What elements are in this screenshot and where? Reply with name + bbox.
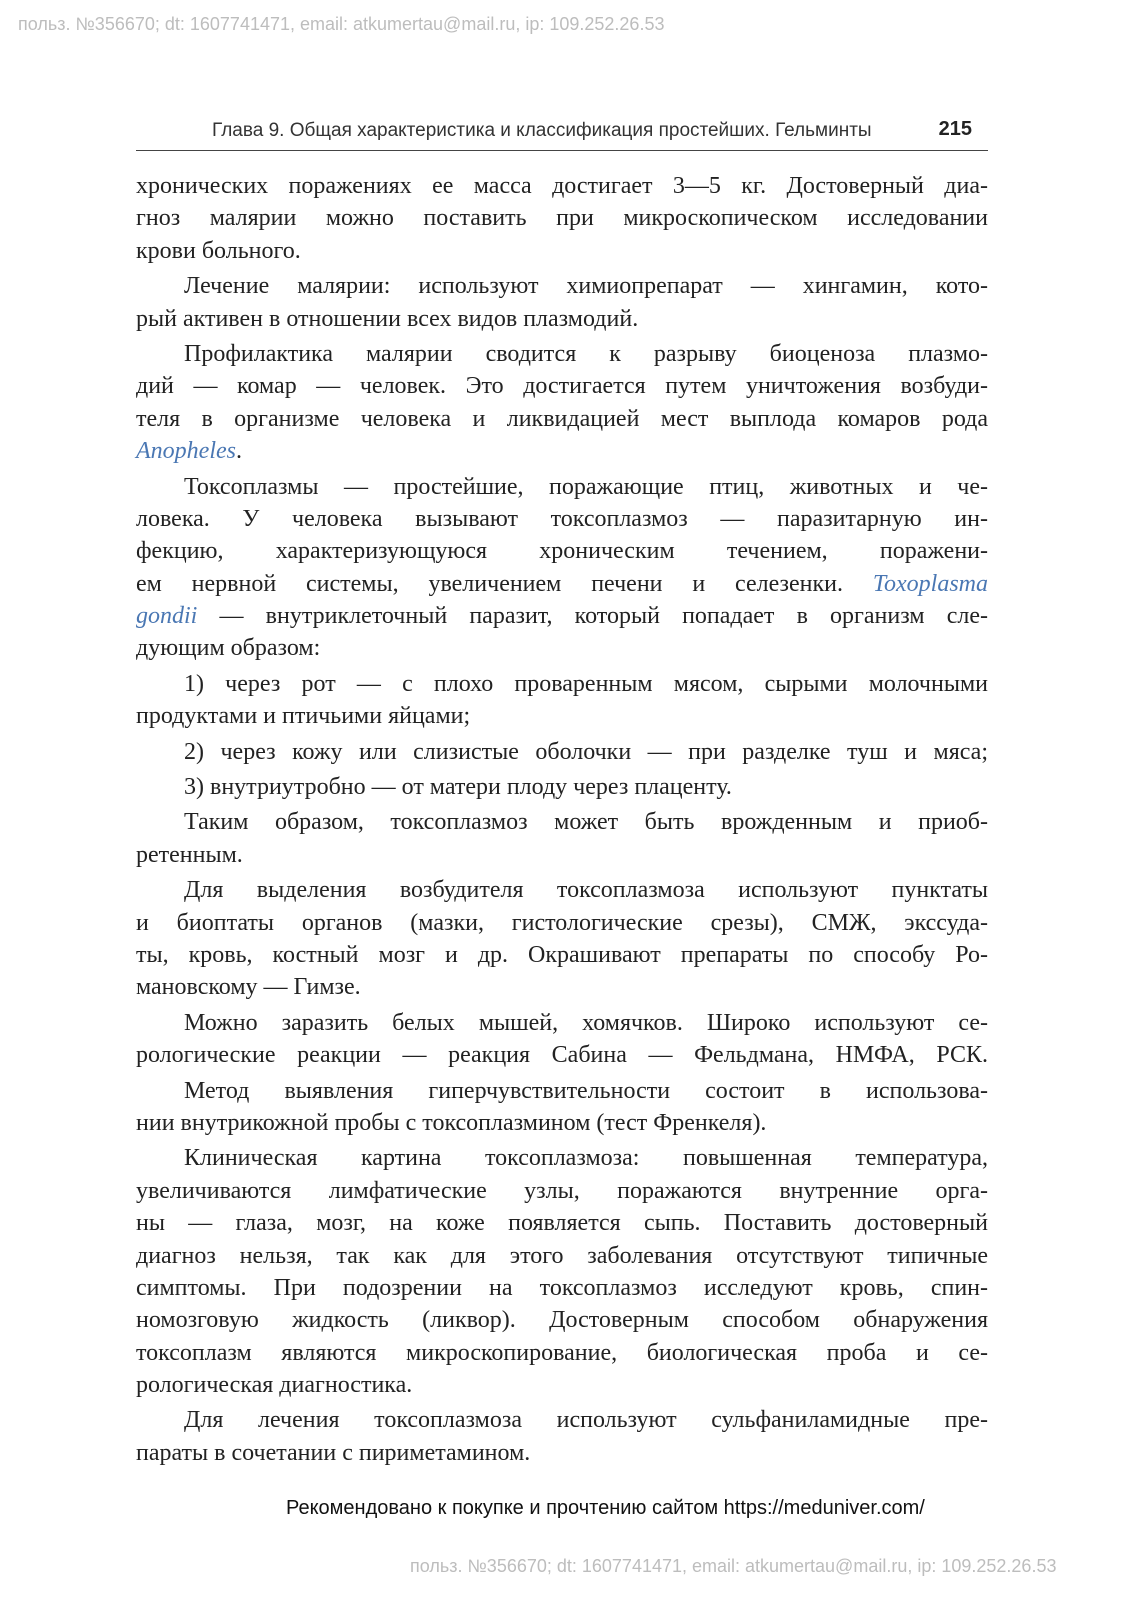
paragraph xyxy=(136,471,988,665)
text-line: увеличиваются лимфатические узлы, поражаются внутренние орга- xyxy=(136,1177,988,1204)
paragraph xyxy=(136,170,988,267)
text-line: фекцию, характеризующуюся хроническим течением, поражени- xyxy=(136,538,988,565)
latin-term: gondii xyxy=(136,603,198,630)
text-line: Для лечения токсоплазмоза используют сульфаниламидные пре- xyxy=(184,1407,988,1434)
text-line: Клиническая картина токсоплазмоза: повышенная температура, xyxy=(184,1145,988,1172)
text-line: 3) внутриутробно — от матери плоду через плаценту. xyxy=(184,774,732,801)
text-line: и биоптаты органов (мазки, гистологические срезы), СМЖ, экссуда- xyxy=(136,909,988,936)
text-line: номозговую жидкость (ликвор). Достоверным способом обнаружения xyxy=(136,1307,988,1334)
watermark-bottom: польз. №356670; dt: 1607741471, email: atkumertau@mail.ru, ip: 109.252.26.53 xyxy=(410,1556,1057,1576)
text-line: ны — глаза, мозг, на коже появляется сыпь. Поставить достоверный xyxy=(136,1210,988,1237)
text-line: дующим образом: xyxy=(136,635,321,662)
text-line: ретенным. xyxy=(136,841,243,868)
text-line: параты в сочетании с пириметамином. xyxy=(136,1439,531,1466)
text-line: симптомы. При подозрении на токсоплазмоз исследуют кровь, спин- xyxy=(136,1274,988,1301)
text-line: 2) через кожу или слизистые оболочки — при разделке туш и мяса; xyxy=(184,738,988,765)
text-line: Таким образом, токсоплазмоз может быть врожденным и приоб- xyxy=(184,809,988,836)
text-line: Можно заразить белых мышей, хомячков. Широко используют се- xyxy=(184,1009,988,1036)
text-line: нии внутрикожной пробы с токсоплазмином (тест Френкеля). xyxy=(136,1109,767,1136)
text-line: диагноз нельзя, так как для этого заболевания отсутствуют типичные xyxy=(136,1242,988,1269)
paragraph xyxy=(136,1007,988,1072)
text-line: ловека. У человека вызывают токсоплазмоз — паразитарную ин- xyxy=(136,505,988,532)
text-line: ем нервной системы, увеличением печени и селезенки. Toxoplasma xyxy=(136,570,988,597)
list-item xyxy=(136,668,988,733)
watermark-top: польз. №356670; dt: 1607741471, email: atkumertau@mail.ru, ip: 109.252.26.53 xyxy=(18,14,665,34)
text-line: рый активен в отношении всех видов плазмодий. xyxy=(136,305,639,332)
text-line: Профилактика малярии сводится к разрыву биоценоза плазмо- xyxy=(184,340,988,367)
text-line: рологическая диагностика. xyxy=(136,1372,413,1399)
paragraph xyxy=(136,270,988,335)
list-item xyxy=(136,736,988,768)
text-line: Anopheles. xyxy=(136,438,242,465)
paragraph xyxy=(136,338,988,468)
text-line: gondii — внутриклеточный паразит, который попадает в организм сле- xyxy=(136,603,988,630)
body-text xyxy=(136,170,988,1472)
paragraph xyxy=(136,1404,988,1469)
text-line: 1) через рот — с плохо проваренным мясом, сырыми молочными xyxy=(184,670,988,697)
text-line: рологические реакции — реакция Сабина — Фельдмана, НМФА, РСК. xyxy=(136,1042,988,1069)
latin-term: Anopheles xyxy=(136,438,236,465)
text-line: мановскому — Гимзе. xyxy=(136,974,361,1001)
running-header xyxy=(136,116,988,151)
text-line: теля в организме человека и ликвидацией мест выплода комаров рода xyxy=(136,405,988,432)
list-item xyxy=(136,771,988,803)
text-line: продуктами и птичьими яйцами; xyxy=(136,703,471,730)
text-line: Метод выявления гиперчувствительности состоит в использова- xyxy=(184,1077,988,1104)
text-line: ты, кровь, костный мозг и др. Окрашивают препараты по способу Ро- xyxy=(136,941,988,968)
text-line: дий — комар — человек. Это достигается путем уничтожения возбуди- xyxy=(136,373,988,400)
text-line: Для выделения возбудителя токсоплазмоза используют пунктаты xyxy=(184,877,988,904)
text-line: Лечение малярии: используют химиопрепарат — хингамин, кото- xyxy=(184,273,988,300)
latin-term: Toxoplasma xyxy=(872,570,988,597)
text-line: Токсоплазмы — простейшие, поражающие птиц, животных и че- xyxy=(184,473,988,500)
chapter-title: Глава 9. Общая характеристика и классификация простейших. Гельминты xyxy=(212,120,872,141)
paragraph xyxy=(136,806,988,871)
text-line: токсоплазм являются микроскопирование, биологическая проба и се- xyxy=(136,1339,988,1366)
paragraph xyxy=(136,874,988,1004)
recommendation-note: Рекомендовано к покупке и прочтению сайтом https://meduniver.com/ xyxy=(286,1497,925,1519)
page-number: 215 xyxy=(938,118,972,140)
paragraph xyxy=(136,1142,988,1401)
text-line: хронических поражениях ее масса достигает 3—5 кг. Достоверный диа- xyxy=(136,173,988,199)
text-line: гноз малярии можно поставить при микроскопическом исследовании xyxy=(136,205,988,232)
text-line: крови больного. xyxy=(136,237,301,264)
paragraph xyxy=(136,1075,988,1140)
